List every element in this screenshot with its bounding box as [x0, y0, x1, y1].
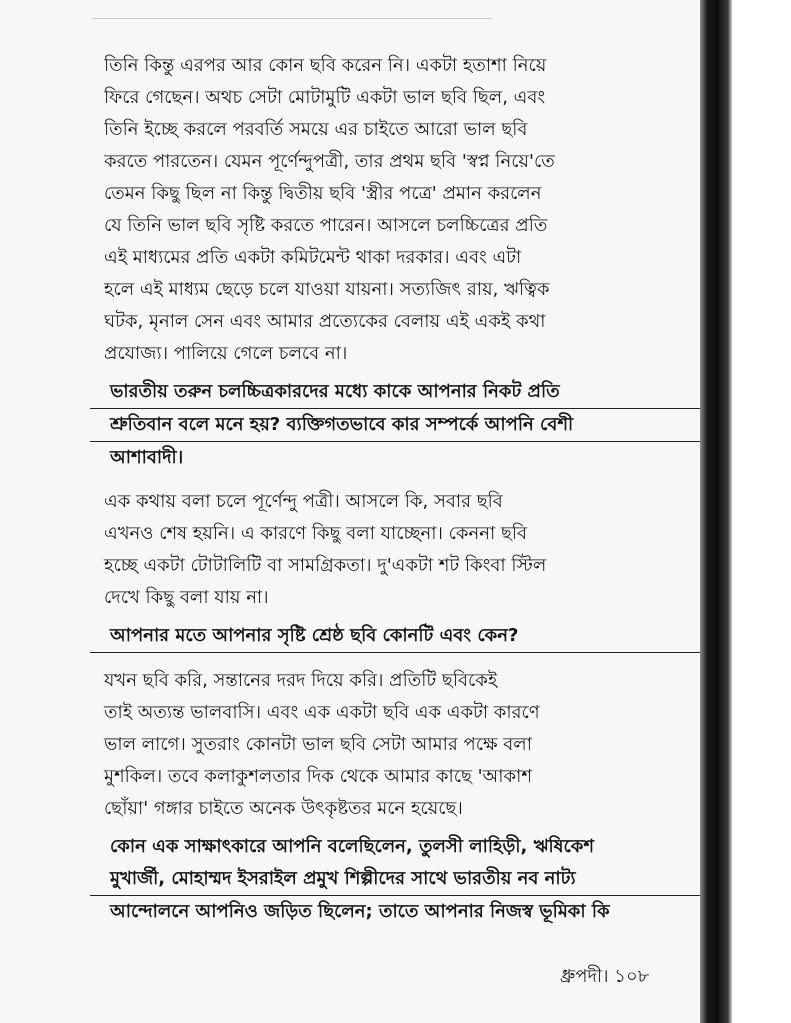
question-line: আন্দোলনে আপনিও জড়িত ছিলেন; তাতে আপনার নিজস্ব ভূমিকা কি [110, 901, 610, 922]
answer-paragraph-2 [104, 486, 696, 614]
question-line: মুখার্জী, মোহাম্মদ ইসরাইল প্রমুখ শিল্পীদের সাথে ভারতীয় নব নাট্য [110, 868, 576, 889]
answer-paragraph-1 [104, 50, 696, 370]
book-spine [718, 0, 732, 1023]
question-line: আশাবাদী। [110, 447, 184, 468]
text-line: এই মাধ্যমের প্রতি একটা কমিটমেন্ট থাকা দরকার। এবং এটা [104, 247, 522, 268]
text-line: তেমন কিছু ছিল না কিন্তু দ্বিতীয় ছবি 'স্ত্রীর পত্রে' প্রমান করলেন [104, 183, 542, 204]
text-line: ঘটক, মৃনাল সেন এবং আমার প্রত্যেকের বেলায় এই একই কথা [104, 311, 546, 332]
text-line: তিনি ইচ্ছে করলে পরবর্তি সময়ে এর চাইতে আরো ভাল ছবি [104, 119, 528, 140]
text-line: এখনও শেষ হয়নি। এ কারণে কিছু বলা যাচ্ছেনা। কেননা ছবি [104, 523, 528, 544]
text-line: করতে পারতেন। যেমন পূর্ণেন্দুপত্রী, তার প্রথম ছবি 'স্বপ্ন নিয়ে'তে [104, 151, 555, 172]
text-line: যখন ছবি করি, সন্তানের দরদ দিয়ে করি। প্রতিটি ছবিকেই [104, 670, 498, 691]
text-line: দেখে কিছু বলা যায় না। [104, 587, 269, 608]
divider-rule [90, 652, 700, 653]
text-line: হলে এই মাধ্যম ছেড়ে চলে যাওয়া যায়না। সত্যজিৎ রায়, ঋত্বিক [104, 279, 550, 300]
text-line: যে তিনি ভাল ছবি সৃষ্টি করতে পারেন। আসলে চলচ্চিত্রের প্রতি [104, 215, 548, 236]
question-line: আপনার মতে আপনার সৃষ্টি শ্রেষ্ঠ ছবি কোনটি এবং কেন? [110, 625, 519, 646]
page-content [104, 50, 696, 930]
answer-paragraph-3 [104, 665, 696, 825]
text-line: ছোঁয়া' গঙ্গার চাইতে অনেক উৎকৃষ্টতর মনে হয়েছে। [104, 798, 463, 819]
text-line: ভাল লাগে। সুতরাং কোনটা ভাল ছবি সেটা আমার পক্ষে বলা [104, 734, 532, 755]
question-block-3 [96, 831, 696, 928]
text-line: হচ্ছে একটা টোটালিটি বা সামগ্রিকতা। দু'একটা শট কিংবা স্টিল [104, 555, 547, 576]
text-line: তিনি কিন্তু এরপর আর কোন ছবি করেন নি। একটা হতাশা নিয়ে [104, 55, 547, 76]
question-block-2 [96, 620, 696, 653]
text-line: তাই অত্যন্ত ভালবাসি। এবং এক একটা ছবি এক একটা কারণে [104, 702, 540, 723]
text-line: ফিরে গেছেন। অথচ সেটা মোটামুটি একটা ভাল ছবি ছিল, এবং [104, 87, 546, 108]
top-rule [92, 18, 492, 19]
question-line: শ্রুতিবান বলে মনে হয়? ব্যক্তিগতভাবে কার সম্পর্কে আপনি বেশী [110, 414, 574, 435]
question-line: ভারতীয় তরুন চলচ্চিত্রকারদের মধ্যে কাকে আপনার নিকট প্রতি [110, 381, 560, 402]
text-line: এক কথায় বলা চলে পূর্ণেন্দু পত্রী। আসলে কি, সবার ছবি [104, 491, 503, 512]
question-block-1 [96, 376, 696, 474]
question-line: কোন এক সাক্ষাৎকারে আপনি বলেছিলেন, তুলসী লাহিড়ী, ঋষিকেশ [110, 836, 595, 857]
text-line: মুশকিল। তবে কলাকুশলতার দিক থেকে আমার কাছে 'আকাশ [104, 766, 533, 787]
book-spine-shadow [700, 0, 718, 1023]
text-line: প্রযোজ্য। পালিয়ে গেলে চলবে না। [104, 343, 348, 364]
page-footer: ধ্রুপদী। ১০৮ [560, 966, 650, 987]
